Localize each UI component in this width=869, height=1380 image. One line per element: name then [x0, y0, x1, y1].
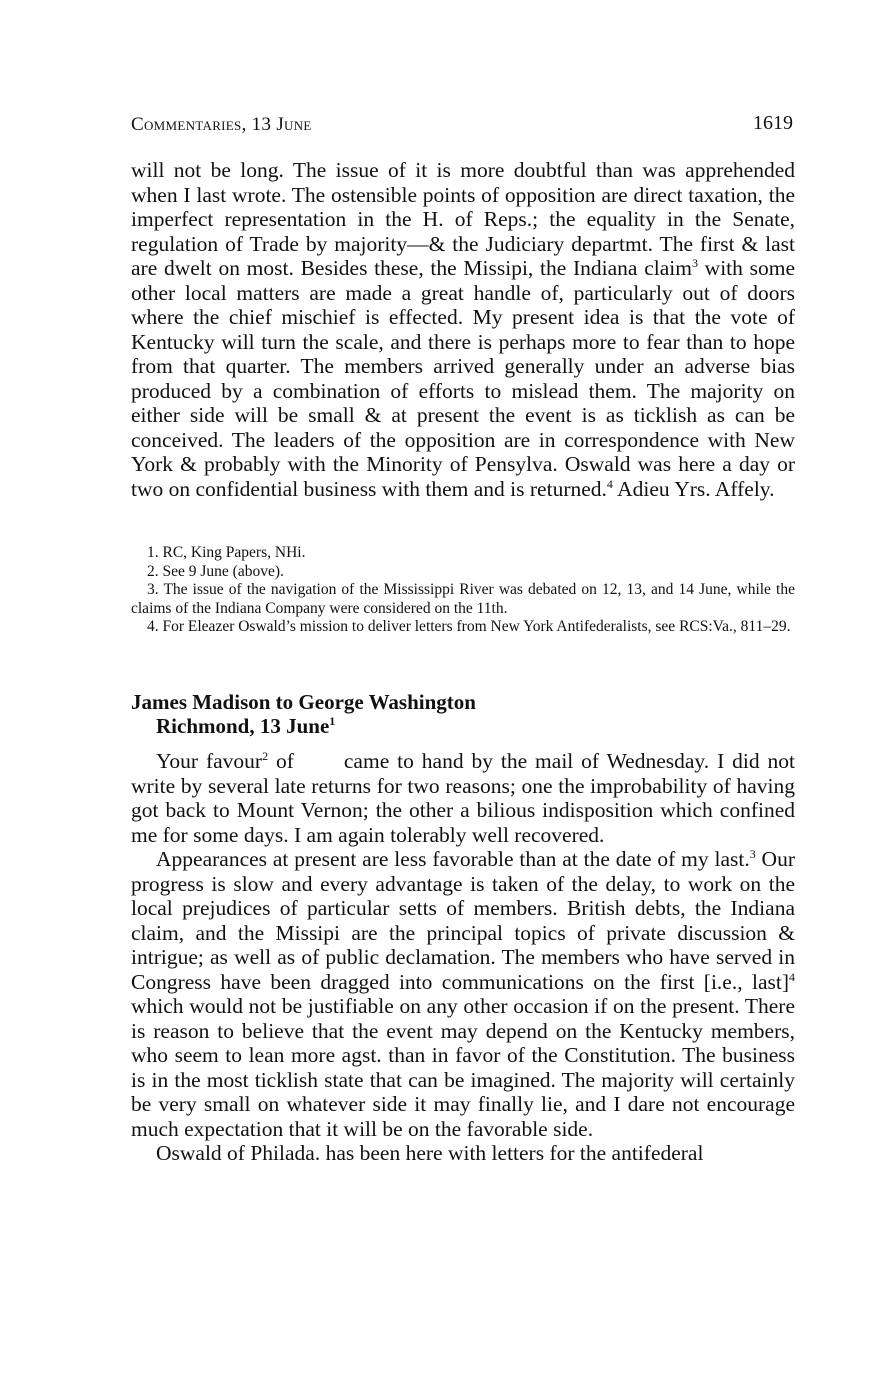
page-header: [131, 112, 793, 142]
document-title: [131, 690, 476, 738]
dateline: Richmond, 13 June$^1$: [156, 714, 336, 738]
footnotes: [131, 544, 795, 637]
body-paragraph: Your favour$^2$ of came to hand by the mail of Wednesday. I did not write by several late returns for two reasons; one the improbability of having got back to Mount Vernon; the other a bilious indisposition which confined me for some days. I am again tolerably well recovered.: [131, 748, 795, 847]
letter-continuation: [131, 158, 795, 501]
footnote: 2. See 9 June (above).: [147, 562, 284, 580]
footnote: 3. The issue of the navigation of the Mississippi River was debated on 12, 13, and 14 June, while the claims of the Indiana Company were considered on the 11th.: [131, 581, 795, 617]
page-number: 1619: [753, 112, 793, 134]
body-paragraph: Oswald of Philada. has been here with letters for the antifederal: [156, 1141, 704, 1165]
footnote-ref: 4: [606, 476, 613, 491]
title-line: James Madison to George Washington: [131, 690, 476, 714]
footnote-ref: 2: [262, 748, 269, 763]
running-head: Commentaries, 13 June: [131, 114, 312, 135]
footnote-ref: 3: [749, 846, 756, 861]
body-paragraph: Appearances at present are less favorable than at the date of my last.$^3$ Our progress is slow and every advantage is taken of the delay, to work on the local prejudices of particular setts of members. British debts, the Indiana claim, and the Missipi are the principal topics of private discussion & intrigue; as well as of public declamation. The members who have served in Congress have been dragged into communications on the first [i.e., last]$^4$ which would not be justifiable on any other occasion if on the present. There is reason to believe that the event may depend on the Kentucky members, who seem to lean more agst. than in favor of the Constitution. The business is in the most ticklish state that can be imagined. The majority will certainly be very small on whatever side it may finally lie, and I dare not encourage much expectation that it will be on the favorable side.: [131, 846, 795, 1141]
footnote: 1. RC, King Papers, NHi.: [147, 544, 306, 561]
footnote: 4. For Eleazer Oswald’s mission to deliver letters from New York Antifederalists, see RCS:Va., 811–29.: [147, 618, 791, 635]
letter-body: [131, 749, 795, 1166]
footnote-ref: 3: [691, 255, 698, 270]
footnote-ref: 4: [789, 969, 795, 984]
footnote-ref: 1: [329, 714, 336, 728]
body-paragraph: will not be long. The issue of it is more doubtful than was apprehended when I last wrote. The ostensible points of opposition are direct taxation, the imperfect representation in the H. of Reps.; the equality in the Senate, regulation of Trade by majority—& the Judiciary departmt. The first & last are dwelt on most. Besides these, the Missipi, the Indiana claim$^3$ with some other local matters are made a great handle of, particularly out of doors where the chief mischief is effected. My present idea is that the vote of Kentucky will turn the scale, and there is perhaps more to fear than to hope from that quarter. The members arrived generally under an adverse bias produced by a combination of efforts to mislead them. The majority on either side will be small & at present the event is as ticklish as can be conceived. The leaders of the opposition are in correspondence with New York & probably with the Minority of Pensylva. Oswald was here a day or two on confidential business with them and is returned.$^4$ Adieu Yrs. Affely.: [131, 158, 795, 501]
